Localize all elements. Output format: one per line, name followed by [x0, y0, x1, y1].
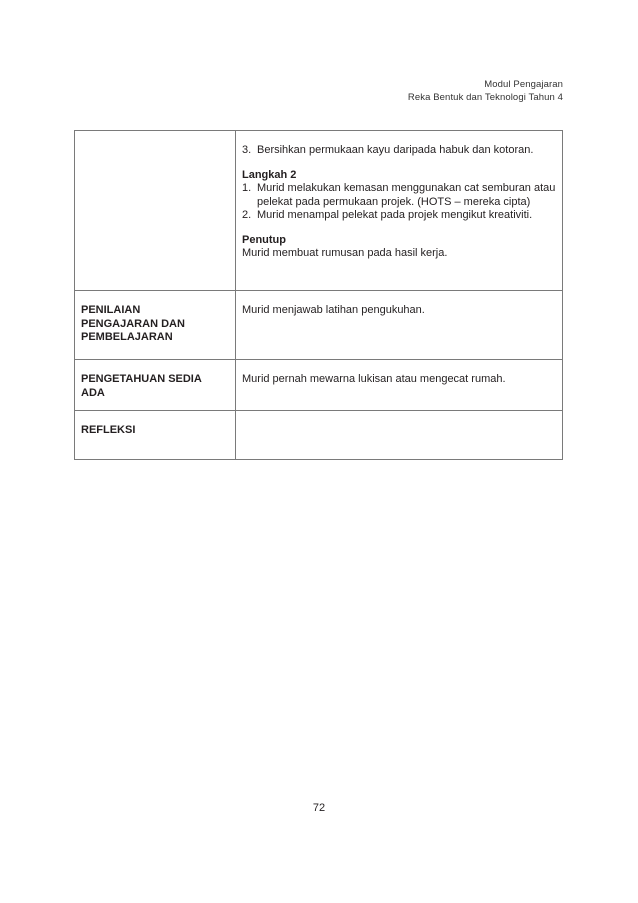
table-row-activities: [75, 131, 563, 291]
table-row-pengetahuan-sedia: [75, 360, 563, 411]
page-header: [408, 78, 563, 104]
table-row-penilaian: [75, 291, 563, 360]
refleksi-label: REFLEKSI: [75, 411, 236, 460]
penilaian-content: Murid menjawab latihan pengukuhan.: [236, 291, 563, 360]
activities-cell: [236, 131, 563, 291]
list-item: 2. Murid menampal pelekat pada projek mengikut kreativiti.: [242, 209, 533, 221]
table-row-refleksi: [75, 411, 563, 460]
label-cell-empty: [75, 131, 236, 291]
module-title: Modul Pengajaran: [484, 79, 563, 90]
penilaian-label: PENILAIAN PENGAJARAN DAN PEMBELAJARAN: [75, 291, 236, 360]
langkah-2-list: [242, 182, 556, 223]
lesson-plan-table: [74, 130, 563, 460]
page-number: 72: [312, 802, 326, 814]
pengetahuan-sedia-content: Murid pernah mewarna lukisan atau mengecat rumah.: [236, 360, 563, 411]
refleksi-content: [236, 411, 563, 460]
penutup-text: Murid membuat rumusan pada hasil kerja.: [242, 247, 448, 259]
pengetahuan-sedia-label: PENGETAHUAN SEDIA ADA: [75, 360, 236, 411]
langkah-2-heading: Langkah 2: [242, 168, 297, 181]
penutup-heading: Penutup: [242, 233, 286, 246]
list-item: 3. Bersihkan permukaan kayu daripada habuk dan kotoran.: [242, 144, 534, 156]
subject-title: Reka Bentuk dan Teknologi Tahun 4: [407, 92, 563, 103]
list-item: 1. Murid melakukan kemasan menggunakan cat semburan atau pelekat pada permukaan projek. (HOTS – mereka cipta): [242, 182, 556, 208]
step-list-continued: [242, 144, 556, 158]
